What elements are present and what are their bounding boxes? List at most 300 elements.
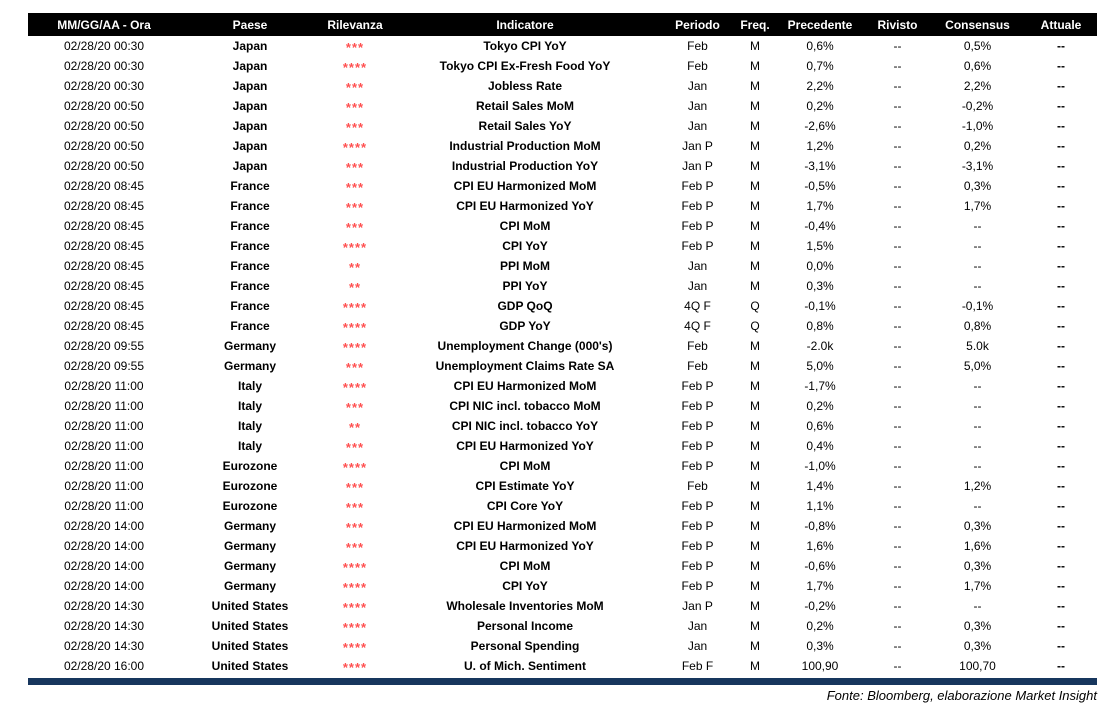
relevance-stars: ***	[345, 120, 365, 135]
cell-previous: -1,0%	[804, 459, 836, 473]
cell-datetime: 02/28/20 14:00	[63, 539, 145, 553]
cell-country: Eurozone	[222, 499, 278, 513]
cell-country: Italy	[237, 419, 262, 433]
table-row	[28, 36, 1097, 56]
cell-relevance	[320, 516, 390, 536]
cell-consensus: 1,7%	[963, 199, 992, 213]
cell-relevance	[320, 356, 390, 376]
cell-actual: --	[1057, 139, 1065, 153]
cell-period: 4Q F	[684, 299, 711, 313]
cell-country: Germany	[223, 539, 277, 553]
cell-consensus: 5.0k	[966, 339, 989, 353]
relevance-stars: ****	[342, 300, 368, 315]
cell-previous: 1,1%	[806, 499, 834, 513]
cell-relevance	[320, 176, 390, 196]
cell-country: Japan	[232, 119, 268, 133]
cell-revised: --	[893, 319, 902, 333]
relevance-stars: **	[348, 260, 362, 275]
cell-revised: --	[893, 599, 902, 613]
cell-relevance	[320, 196, 390, 216]
relevance-stars: ***	[345, 100, 365, 115]
cell-revised: --	[893, 639, 902, 653]
cell-previous: -2,6%	[804, 119, 836, 133]
cell-consensus: --	[973, 459, 982, 473]
cell-indicator: CPI NIC incl. tobacco YoY	[451, 419, 599, 433]
cell-relevance	[320, 376, 390, 396]
cell-actual: --	[1057, 419, 1065, 433]
cell-consensus: 0,5%	[963, 39, 992, 53]
cell-actual: --	[1057, 279, 1065, 293]
cell-freq: M	[750, 159, 760, 173]
relevance-stars: ***	[345, 220, 365, 235]
cell-datetime: 02/28/20 00:30	[63, 79, 145, 93]
cell-indicator: CPI EU Harmonized YoY	[456, 199, 594, 213]
cell-country: France	[230, 279, 270, 293]
table-row	[28, 116, 1097, 136]
relevance-stars: ***	[345, 540, 365, 555]
cell-indicator: U. of Mich. Sentiment	[463, 659, 586, 673]
cell-actual: --	[1057, 299, 1065, 313]
cell-revised: --	[893, 559, 902, 573]
cell-indicator: CPI EU Harmonized MoM	[453, 179, 597, 193]
cell-previous: 100,90	[801, 659, 839, 673]
cell-country: Germany	[223, 579, 277, 593]
table-row	[28, 136, 1097, 156]
cell-freq: M	[750, 379, 760, 393]
cell-relevance	[320, 156, 390, 176]
relevance-stars: ****	[342, 380, 368, 395]
table-row	[28, 436, 1097, 456]
cell-relevance	[320, 556, 390, 576]
cell-previous: 1,4%	[806, 479, 834, 493]
cell-revised: --	[893, 479, 902, 493]
cell-indicator: PPI YoY	[502, 279, 548, 293]
cell-actual: --	[1057, 239, 1065, 253]
cell-actual: --	[1057, 59, 1065, 73]
cell-period: Feb P	[681, 559, 714, 573]
cell-period: Jan	[687, 619, 708, 633]
cell-period: Feb P	[681, 439, 714, 453]
cell-consensus: --	[973, 439, 982, 453]
cell-period: Jan P	[682, 139, 713, 153]
cell-consensus: -3,1%	[961, 159, 994, 173]
cell-consensus: --	[973, 219, 982, 233]
cell-revised: --	[893, 279, 902, 293]
cell-indicator: Tokyo CPI YoY	[483, 39, 567, 53]
cell-relevance	[320, 496, 390, 516]
cell-relevance	[320, 476, 390, 496]
cell-previous: 0,2%	[806, 99, 834, 113]
cell-consensus: --	[973, 419, 982, 433]
cell-country: Japan	[232, 139, 268, 153]
cell-indicator: Personal Income	[476, 619, 574, 633]
cell-actual: --	[1057, 599, 1065, 613]
cell-consensus: 0,2%	[963, 139, 992, 153]
cell-country: Eurozone	[222, 479, 278, 493]
cell-freq: M	[750, 659, 760, 673]
cell-actual: --	[1057, 119, 1065, 133]
table-row	[28, 176, 1097, 196]
cell-period: Feb P	[681, 519, 714, 533]
cell-period: Feb	[687, 339, 708, 353]
cell-previous: 1,7%	[806, 579, 834, 593]
cell-period: Feb P	[681, 499, 714, 513]
cell-actual: --	[1057, 339, 1065, 353]
cell-datetime: 02/28/20 00:50	[63, 119, 145, 133]
cell-country: Japan	[232, 59, 268, 73]
cell-period: Jan	[687, 119, 708, 133]
cell-previous: -0,4%	[804, 219, 836, 233]
column-header-period: Periodo	[660, 13, 735, 36]
cell-indicator: Industrial Production YoY	[451, 159, 599, 173]
cell-datetime: 02/28/20 14:30	[63, 599, 145, 613]
relevance-stars: **	[348, 420, 362, 435]
cell-previous: 1,5%	[806, 239, 834, 253]
cell-previous: -0,6%	[804, 559, 836, 573]
cell-country: France	[230, 219, 270, 233]
relevance-stars: ***	[345, 80, 365, 95]
relevance-stars: ***	[345, 480, 365, 495]
cell-revised: --	[893, 439, 902, 453]
cell-previous: 2,2%	[806, 79, 834, 93]
table-header-row	[28, 13, 1097, 36]
cell-indicator: CPI Core YoY	[486, 499, 564, 513]
table-row	[28, 76, 1097, 96]
cell-relevance	[320, 96, 390, 116]
cell-revised: --	[893, 139, 902, 153]
relevance-stars: ***	[345, 440, 365, 455]
cell-period: Jan	[687, 259, 708, 273]
cell-actual: --	[1057, 39, 1065, 53]
cell-actual: --	[1057, 179, 1065, 193]
relevance-stars: ****	[342, 640, 368, 655]
cell-previous: 1,2%	[806, 139, 834, 153]
cell-datetime: 02/28/20 08:45	[63, 239, 145, 253]
cell-indicator: CPI YoY	[502, 579, 548, 593]
cell-freq: M	[750, 259, 760, 273]
cell-consensus: 0,6%	[963, 59, 992, 73]
cell-country: France	[230, 319, 270, 333]
cell-country: United States	[211, 659, 289, 673]
cell-indicator: CPI EU Harmonized MoM	[453, 379, 597, 393]
cell-consensus: 5,0%	[963, 359, 992, 373]
cell-relevance	[320, 56, 390, 76]
cell-revised: --	[893, 59, 902, 73]
relevance-stars: **	[348, 280, 362, 295]
cell-datetime: 02/28/20 11:00	[64, 419, 144, 433]
table-row	[28, 396, 1097, 416]
cell-period: Jan P	[682, 599, 713, 613]
economic-calendar-table	[28, 13, 1097, 676]
cell-period: Feb	[687, 59, 708, 73]
cell-relevance	[320, 416, 390, 436]
table-row	[28, 416, 1097, 436]
cell-consensus: -1,0%	[961, 119, 994, 133]
cell-revised: --	[893, 539, 902, 553]
cell-actual: --	[1057, 579, 1065, 593]
cell-country: France	[230, 239, 270, 253]
cell-previous: 0,6%	[806, 419, 834, 433]
cell-revised: --	[893, 579, 902, 593]
column-header-indicator: Indicatore	[390, 13, 660, 36]
cell-relevance	[320, 636, 390, 656]
cell-period: Feb	[687, 39, 708, 53]
cell-consensus: 100,70	[959, 659, 996, 673]
cell-country: Italy	[237, 439, 262, 453]
cell-consensus: --	[973, 499, 982, 513]
cell-period: Feb P	[681, 399, 714, 413]
source-attribution: Fonte: Bloomberg, elaborazione Market Insight	[826, 688, 1097, 703]
cell-freq: M	[750, 459, 760, 473]
table-row	[28, 296, 1097, 316]
cell-datetime: 02/28/20 08:45	[63, 199, 145, 213]
relevance-stars: ***	[345, 360, 365, 375]
cell-period: Feb P	[681, 579, 714, 593]
cell-revised: --	[893, 499, 902, 513]
cell-indicator: Retail Sales MoM	[475, 99, 575, 113]
cell-actual: --	[1057, 159, 1065, 173]
table-row	[28, 456, 1097, 476]
cell-relevance	[320, 216, 390, 236]
cell-relevance	[320, 36, 390, 56]
cell-indicator: Jobless Rate	[487, 79, 563, 93]
cell-country: France	[230, 179, 270, 193]
cell-freq: M	[750, 139, 760, 153]
cell-previous: -0,8%	[804, 519, 836, 533]
cell-datetime: 02/28/20 09:55	[63, 339, 145, 353]
relevance-stars: ****	[342, 660, 368, 675]
cell-freq: M	[750, 239, 760, 253]
cell-actual: --	[1057, 259, 1065, 273]
cell-actual: --	[1057, 659, 1065, 673]
relevance-stars: ****	[342, 560, 368, 575]
column-header-actual: Attuale	[1025, 13, 1097, 36]
cell-revised: --	[893, 619, 902, 633]
cell-previous: 0,3%	[806, 279, 834, 293]
table-row	[28, 616, 1097, 636]
cell-actual: --	[1057, 359, 1065, 373]
cell-consensus: --	[973, 259, 982, 273]
cell-consensus: 2,2%	[963, 79, 992, 93]
cell-freq: M	[750, 559, 760, 573]
cell-actual: --	[1057, 639, 1065, 653]
column-header-datetime: MM/GG/AA - Ora	[28, 13, 180, 36]
cell-country: Italy	[237, 399, 262, 413]
cell-revised: --	[893, 239, 902, 253]
cell-previous: 0,6%	[806, 39, 834, 53]
cell-consensus: --	[973, 379, 982, 393]
cell-relevance	[320, 316, 390, 336]
cell-relevance	[320, 236, 390, 256]
cell-freq: M	[750, 59, 760, 73]
cell-indicator: CPI MoM	[499, 459, 551, 473]
cell-indicator: Tokyo CPI Ex-Fresh Food YoY	[439, 59, 611, 73]
relevance-stars: ***	[345, 160, 365, 175]
table-row	[28, 196, 1097, 216]
cell-datetime: 02/28/20 08:45	[63, 299, 145, 313]
cell-revised: --	[893, 179, 902, 193]
cell-datetime: 02/28/20 11:00	[64, 479, 144, 493]
cell-datetime: 02/28/20 11:00	[64, 439, 144, 453]
cell-revised: --	[893, 659, 902, 673]
column-header-consensus: Consensus	[930, 13, 1025, 36]
cell-freq: M	[750, 619, 760, 633]
cell-revised: --	[893, 299, 902, 313]
cell-freq: M	[750, 519, 760, 533]
cell-revised: --	[893, 39, 902, 53]
cell-consensus: -0,1%	[961, 299, 994, 313]
table-row	[28, 376, 1097, 396]
relevance-stars: ***	[345, 520, 365, 535]
cell-indicator: Industrial Production MoM	[449, 139, 601, 153]
cell-freq: Q	[750, 319, 760, 333]
cell-consensus: 1,6%	[963, 539, 992, 553]
cell-freq: M	[750, 279, 760, 293]
cell-datetime: 02/28/20 11:00	[64, 399, 144, 413]
cell-indicator: GDP YoY	[499, 319, 551, 333]
cell-revised: --	[893, 119, 902, 133]
cell-freq: M	[750, 439, 760, 453]
cell-datetime: 02/28/20 00:50	[63, 99, 145, 113]
relevance-stars: ****	[342, 140, 368, 155]
cell-datetime: 02/28/20 08:45	[63, 219, 145, 233]
cell-revised: --	[893, 199, 902, 213]
cell-freq: M	[750, 119, 760, 133]
cell-indicator: CPI Estimate YoY	[475, 479, 575, 493]
cell-datetime: 02/28/20 11:00	[64, 379, 144, 393]
cell-revised: --	[893, 79, 902, 93]
cell-previous: -2.0k	[806, 339, 834, 353]
relevance-stars: ***	[345, 500, 365, 515]
cell-datetime: 02/28/20 14:30	[63, 619, 145, 633]
cell-country: Germany	[223, 339, 277, 353]
table-row	[28, 156, 1097, 176]
cell-actual: --	[1057, 199, 1065, 213]
cell-period: Jan	[687, 99, 708, 113]
cell-country: Japan	[232, 99, 268, 113]
cell-previous: 1,6%	[806, 539, 834, 553]
cell-freq: M	[750, 179, 760, 193]
cell-indicator: Unemployment Change (000's)	[437, 339, 613, 353]
cell-consensus: 0,3%	[963, 179, 992, 193]
cell-consensus: 0,3%	[963, 559, 992, 573]
cell-actual: --	[1057, 559, 1065, 573]
cell-previous: 0,2%	[806, 399, 834, 413]
table-row	[28, 656, 1097, 676]
cell-previous: 0,2%	[806, 619, 834, 633]
cell-period: Jan	[687, 79, 708, 93]
cell-country: Eurozone	[222, 459, 278, 473]
cell-actual: --	[1057, 439, 1065, 453]
cell-actual: --	[1057, 79, 1065, 93]
cell-indicator: CPI YoY	[502, 239, 548, 253]
cell-consensus: 0,3%	[963, 519, 992, 533]
cell-period: Jan	[687, 639, 708, 653]
cell-consensus: 0,8%	[963, 319, 992, 333]
cell-relevance	[320, 276, 390, 296]
table-row	[28, 536, 1097, 556]
cell-datetime: 02/28/20 09:55	[63, 359, 145, 373]
relevance-stars: ****	[342, 340, 368, 355]
cell-period: Feb P	[681, 239, 714, 253]
cell-period: Feb	[687, 359, 708, 373]
relevance-stars: ****	[342, 320, 368, 335]
cell-datetime: 02/28/20 14:30	[63, 639, 145, 653]
cell-actual: --	[1057, 479, 1065, 493]
cell-actual: --	[1057, 459, 1065, 473]
cell-freq: M	[750, 599, 760, 613]
cell-revised: --	[893, 259, 902, 273]
cell-datetime: 02/28/20 14:00	[63, 579, 145, 593]
table-row	[28, 356, 1097, 376]
table-row	[28, 236, 1097, 256]
table-row	[28, 636, 1097, 656]
cell-previous: 0,3%	[806, 639, 834, 653]
relevance-stars: ***	[345, 200, 365, 215]
table-row	[28, 316, 1097, 336]
cell-country: United States	[211, 639, 289, 653]
cell-period: Feb P	[681, 219, 714, 233]
cell-freq: M	[750, 419, 760, 433]
column-header-country: Paese	[180, 13, 320, 36]
cell-freq: M	[750, 199, 760, 213]
table-row	[28, 556, 1097, 576]
cell-datetime: 02/28/20 14:00	[63, 519, 145, 533]
cell-actual: --	[1057, 619, 1065, 633]
table-row	[28, 596, 1097, 616]
cell-relevance	[320, 116, 390, 136]
cell-freq: M	[750, 479, 760, 493]
cell-datetime: 02/28/20 08:45	[63, 259, 145, 273]
cell-datetime: 02/28/20 08:45	[63, 279, 145, 293]
cell-relevance	[320, 536, 390, 556]
cell-datetime: 02/28/20 00:30	[63, 39, 145, 53]
cell-previous: -0,1%	[804, 299, 836, 313]
cell-previous: -0,2%	[804, 599, 836, 613]
cell-revised: --	[893, 99, 902, 113]
cell-revised: --	[893, 339, 902, 353]
relevance-stars: ****	[342, 60, 368, 75]
cell-indicator: PPI MoM	[500, 259, 550, 273]
cell-country: United States	[211, 619, 289, 633]
cell-actual: --	[1057, 519, 1065, 533]
cell-revised: --	[893, 219, 902, 233]
cell-indicator: CPI EU Harmonized MoM	[453, 519, 597, 533]
column-header-relevance: Rilevanza	[320, 13, 390, 36]
cell-indicator: CPI MoM	[499, 559, 551, 573]
cell-country: United States	[211, 599, 289, 613]
cell-country: Germany	[223, 519, 277, 533]
cell-indicator: CPI EU Harmonized YoY	[456, 439, 594, 453]
cell-period: Jan P	[682, 159, 713, 173]
footer-divider-bar	[28, 678, 1097, 685]
cell-consensus: --	[973, 279, 982, 293]
cell-revised: --	[893, 459, 902, 473]
cell-revised: --	[893, 159, 902, 173]
cell-indicator: Wholesale Inventories MoM	[446, 599, 604, 613]
cell-period: Feb F	[681, 659, 714, 673]
relevance-stars: ****	[342, 460, 368, 475]
table-row	[28, 576, 1097, 596]
cell-previous: -3,1%	[804, 159, 836, 173]
cell-relevance	[320, 76, 390, 96]
cell-previous: 0,0%	[806, 259, 834, 273]
cell-period: Feb	[687, 479, 708, 493]
cell-actual: --	[1057, 499, 1065, 513]
cell-relevance	[320, 456, 390, 476]
cell-datetime: 02/28/20 08:45	[63, 319, 145, 333]
relevance-stars: ****	[342, 600, 368, 615]
